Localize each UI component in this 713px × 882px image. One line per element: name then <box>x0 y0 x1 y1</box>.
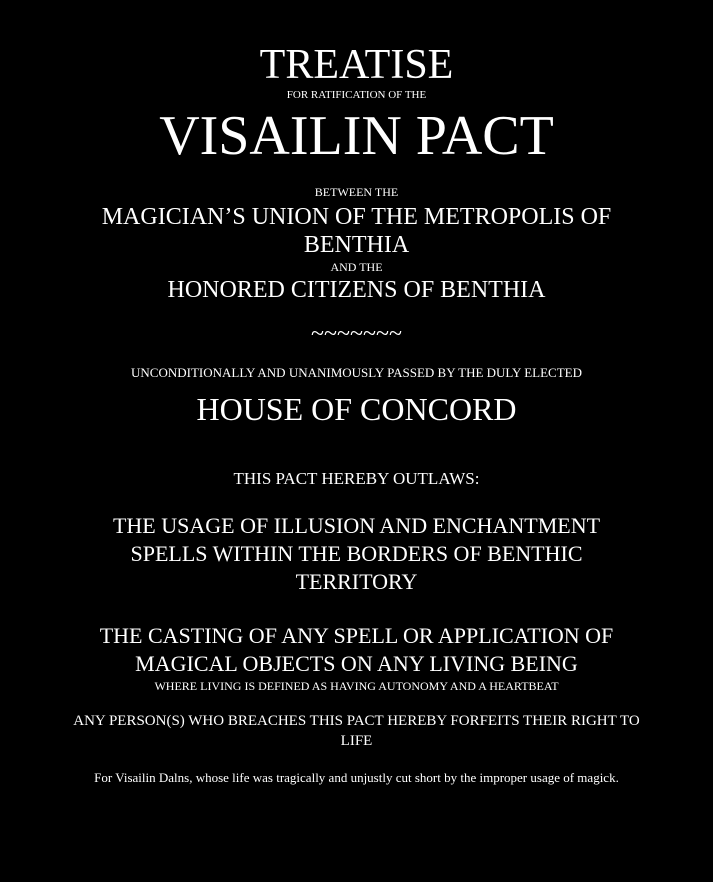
dedication-note: For Visailin Dalns, whose life was tragically and unjustly cut short by the improper usage of magick. <box>94 770 619 785</box>
pact-name-heading: VISAILIN PACT <box>159 105 554 167</box>
tilde-divider: ~~~~~~~ <box>311 321 402 347</box>
and-label: AND THE <box>330 260 383 274</box>
clause-one: THE USAGE OF ILLUSION AND ENCHANTMENT SPELLS WITHIN THE BORDERS OF BENTHIC TERRITORY <box>112 513 601 594</box>
clause-two: THE CASTING OF ANY SPELL OR APPLICATION OF MAGICAL OBJECTS ON ANY LIVING BEING <box>99 623 614 676</box>
clause-two-note: WHERE LIVING IS DEFINED AS HAVING AUTONOMY AND A HEARTBEAT <box>154 679 559 693</box>
passed-by-line: UNCONDITIONALLY AND UNANIMOUSLY PASSED BY THE DULY ELECTED <box>131 365 582 380</box>
party-two: HONORED CITIZENS OF BENTHIA <box>167 277 546 303</box>
between-label: BETWEEN THE <box>314 185 399 199</box>
ratification-subtitle: FOR RATIFICATION OF THE <box>286 89 427 101</box>
document-title: TREATISE <box>259 42 454 88</box>
party-one: MAGICIAN’S UNION OF THE METROPOLIS OF BENTHIA <box>101 204 612 258</box>
house-of-concord-heading: HOUSE OF CONCORD <box>196 391 517 427</box>
penalty-clause: ANY PERSON(S) WHO BREACHES THIS PACT HEREBY FORFEITS THEIR RIGHT TO LIFE <box>73 713 640 749</box>
outlaws-intro: THIS PACT HEREBY OUTLAWS: <box>233 469 480 488</box>
